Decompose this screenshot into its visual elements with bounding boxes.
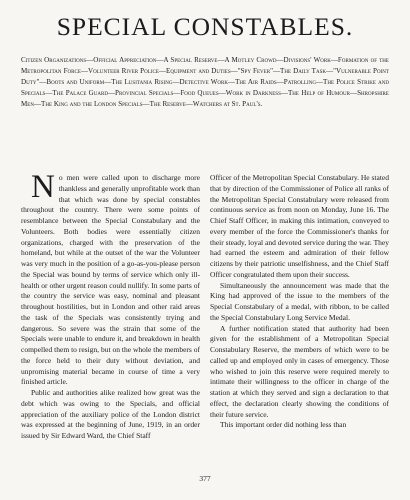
page-number: 377 xyxy=(199,474,211,483)
left-column xyxy=(21,169,200,442)
paragraph-5: A further notification stated that authority had been given for the establishment of a Metropolitan Special Constabulary Reserve, the members of which were to be called up and employed only in cases of emergency. Those who wished to join this reserve were required merely to intimate their willingness to the officer in charge of the station at which they served and sign a declaration to that effect, the declaration clearly showing the conditions of their future service. xyxy=(210,323,389,419)
paragraph-6: This important order did nothing less than xyxy=(220,420,347,430)
chapter-title: SPECIAL CONSTABLES. xyxy=(56,12,354,41)
paragraph-2: Public and authorities alike realized how great was the debt which was owing to the Specials, and official appreciation of the auxiliary police of the London district was expressed at the beginning of June, 1919, in an order issued by Sir Edward Ward, the Chief Staff xyxy=(21,388,200,440)
paragraph-3: Officer of the Metropolitan Special Constabulary. He stated that by direction of the Commissioner of Police all ranks of the Metropolitan Special Constabulary were released from continuous service as from noon on Monday, June 16. The Chief Staff Officer, in making this intimation, conveyed to every member of the force the Commissioner's thanks for their steady, loyal and devoted service during the war. They had earned the esteem and admiration of their fellow citizens by their patriotic unselfishness, and the Chief Staff Officer congratulated them upon their success. xyxy=(210,173,389,279)
paragraph-4: Simultaneously the announcement was made that the King had approved of the issue to the members of the Special Constabulary of a medal, with ribbon, to be called the Special Constabulary Long Service Medal. xyxy=(210,280,389,322)
paragraph-1-text: o men were called upon to discharge more thankless and generally unprofitable work than that which was done by special constables throughout the country. There were some points of resemblance between the Special Constabulary and the Volunteers. Both bodies were essentially citizen organizations, charged with the preservation of the homeland, but while at the outset of the war the Volunteer was very much in the position of a go-as-you-please person the Special was bound by terms of service which only ill-health or other urgent reason could nullify. In some parts of the country the service was easy, nominal and pleasant throughout hostilities, but in London and other raid areas the task of the Specials was consistently trying and dangerous. So severe was the strain that some of the Specials were unable to endure it, and breakdown in health compelled them to resign, but on the whole the members of the force held to their duty without deviation, and unpromising material became in course of time a very finished article. xyxy=(21,173,200,387)
right-column xyxy=(210,173,389,442)
drop-cap: N xyxy=(31,169,55,205)
paragraph-1 xyxy=(21,169,200,388)
body-columns xyxy=(21,169,389,442)
chapter-summary: Citizen Organizations—Official Appreciation—A Special Reserve—A Motley Crowd—Divisions' Work—Formation of the Metropolitan Force—Volunteer River Police—Equipment and Duties—"Spy Fever"—The Daily Task—"Vulnerable Point Duty"—Boots and Uniform—The Lusitania Rising—Detective Work—The Air Raids—Patrolling—The Police Strike and Specials—The Palace Guard—Provincial Specials—Food Queues—Work in Darkness—The Help of Humour—Shropshire Men—The King and the London Specials—The Reserve—Watchers at St. Paul's. xyxy=(21,56,389,108)
